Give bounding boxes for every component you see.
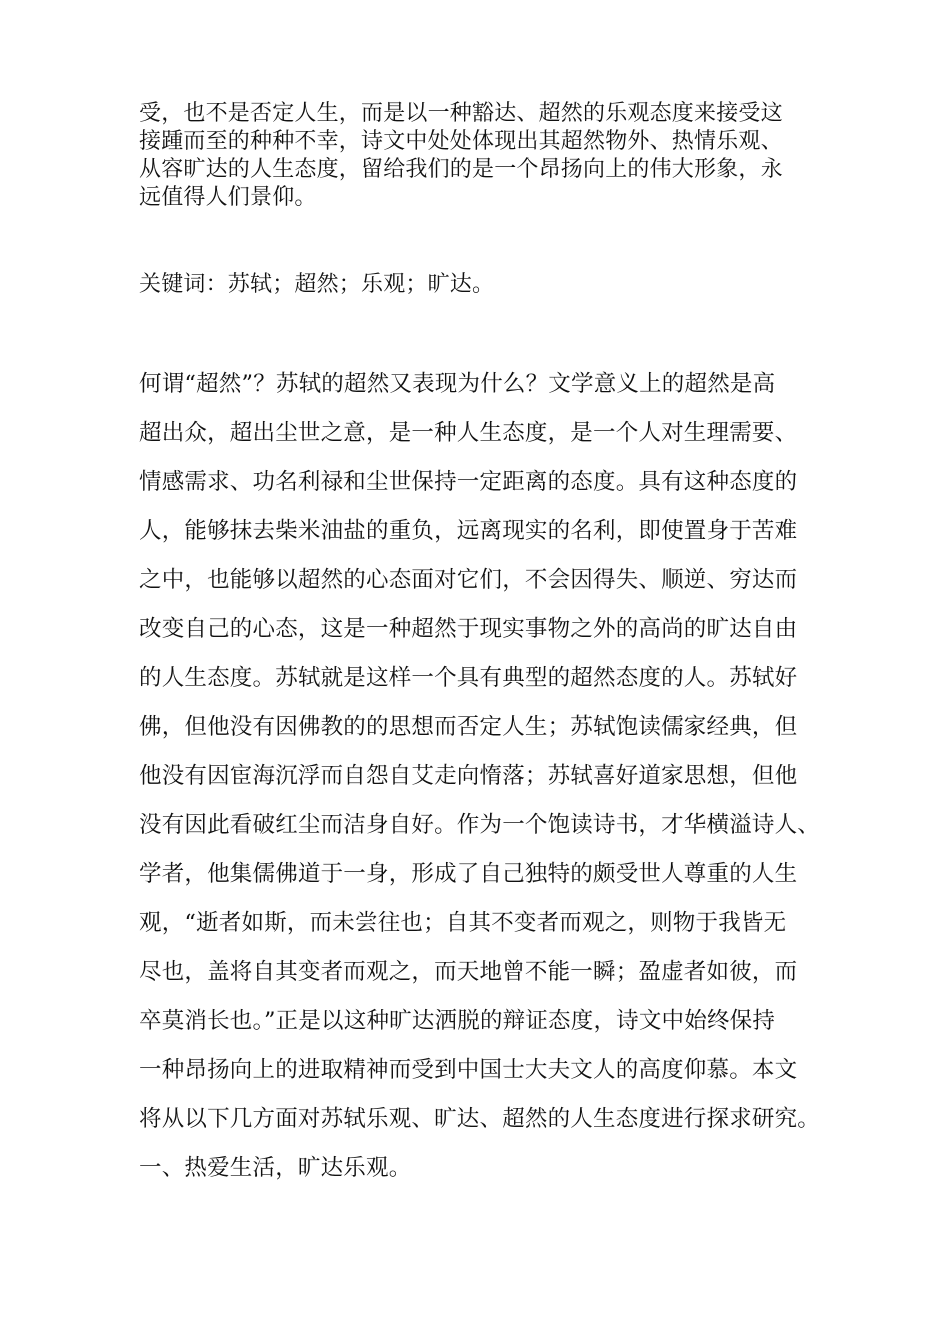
abstract-line: 受，也不是否定人生，而是以一种豁达、超然的乐观态度来接受这 (139, 101, 783, 126)
body-line: 情感需求、功名利禄和尘世保持一定距离的态度。具有这种态度的 (139, 469, 798, 495)
abstract-line: 从容旷达的人生态度，留给我们的是一个昂扬向上的伟大形象，永 (139, 157, 783, 182)
body-line: 之中，也能够以超然的心态面对它们，不会因得失、顺逆、穷达而 (139, 567, 798, 593)
body-line: 观，“逝者如斯，而未尝往也；自其不变者而观之，则物于我皆无 (139, 910, 787, 936)
body-line: 的人生态度。苏轼就是这样一个具有典型的超然态度的人。苏轼好 (139, 665, 798, 691)
body-line: 人，能够抹去柴米油盐的重负，远离现实的名利，即使置身于苦难 (139, 518, 798, 544)
abstract-line: 远值得人们景仰。 (139, 185, 317, 210)
body-line: 没有因此看破红尘而洁身自好。作为一个饱读诗书，才华横溢诗人、 (139, 812, 821, 838)
body-line: 卒莫消长也。”正是以这种旷达洒脱的辩证态度，诗文中始终保持 (139, 1008, 776, 1034)
body-line: 何谓“超然”？苏轼的超然又表现为什么？文学意义上的超然是高 (139, 371, 776, 397)
body-line: 他没有因宦海沉浮而自怨自艾走向惰落；苏轼喜好道家思想，但他 (139, 763, 798, 789)
body-line: 学者，他集儒佛道于一身，形成了自己独特的颇受世人尊重的人生 (139, 861, 798, 887)
body-line: 一种昂扬向上的进取精神而受到中国士大夫文人的高度仰慕。本文 (139, 1057, 798, 1083)
body-line: 佛，但他没有因佛教的的思想而否定人生；苏轼饱读儒家经典，但 (139, 714, 798, 740)
body-line: 改变自己的心态，这是一种超然于现实事物之外的高尚的旷达自由 (139, 616, 798, 642)
keywords-line: 关键词：苏轼；超然；乐观；旷达。 (139, 272, 495, 297)
body-line: 将从以下几方面对苏轼乐观、旷达、超然的人生态度进行探求研究。 (139, 1106, 821, 1132)
section-heading: 一、热爱生活，旷达乐观。 (139, 1155, 412, 1181)
body-line: 尽也，盖将自其变者而观之，而天地曾不能一瞬；盈虚者如彼，而 (139, 959, 798, 985)
abstract-line: 接踵而至的种种不幸，诗文中处处体现出其超然物外、热情乐观、 (139, 129, 783, 154)
body-line: 超出众，超出尘世之意，是一种人生态度，是一个人对生理需要、 (139, 420, 798, 446)
